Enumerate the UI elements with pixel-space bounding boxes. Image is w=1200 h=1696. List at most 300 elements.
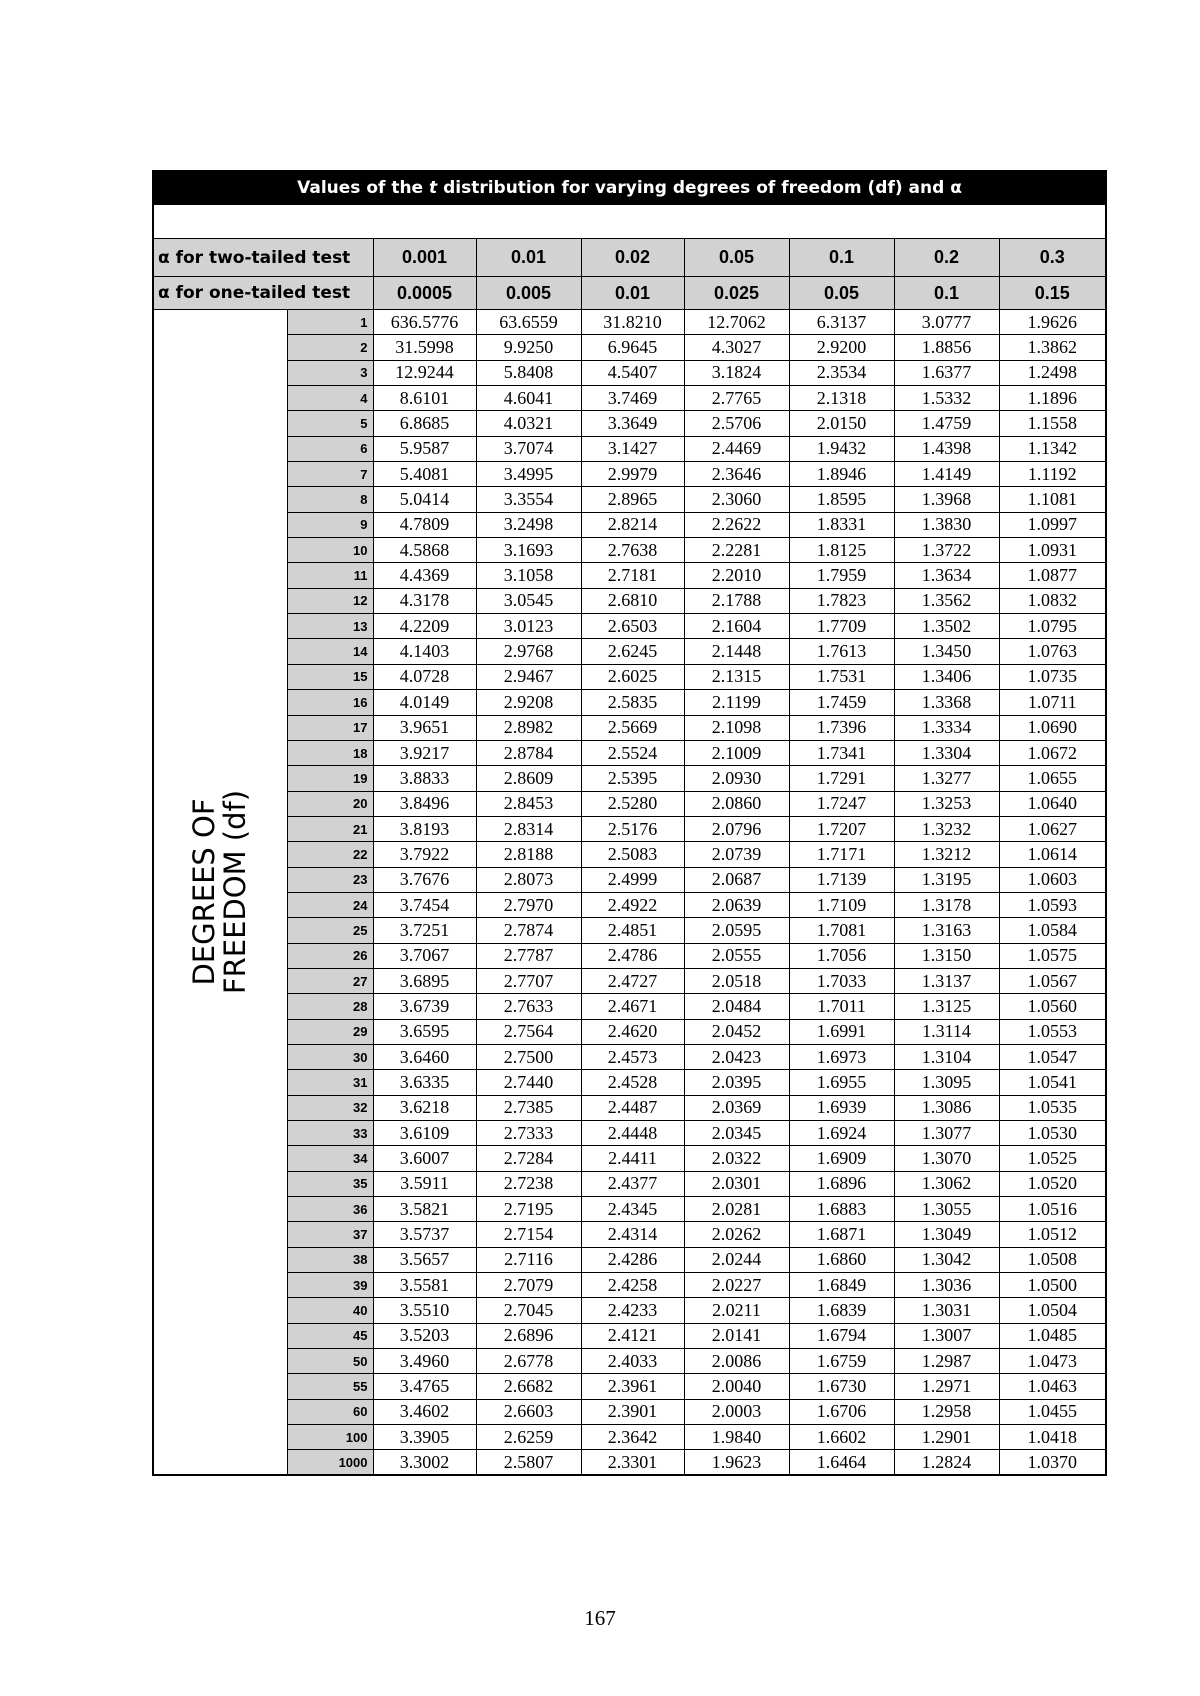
critical-value-cell: 2.0040 bbox=[684, 1374, 789, 1399]
critical-value-cell: 2.2622 bbox=[684, 512, 789, 537]
critical-value-cell: 1.0500 bbox=[999, 1273, 1106, 1298]
critical-value-cell: 2.5669 bbox=[581, 715, 684, 740]
critical-value-cell: 1.0711 bbox=[999, 690, 1106, 715]
df-cell: 14 bbox=[287, 639, 373, 664]
critical-value-cell: 1.0541 bbox=[999, 1070, 1106, 1095]
df-cell: 17 bbox=[287, 715, 373, 740]
critical-value-cell: 1.3077 bbox=[894, 1121, 999, 1146]
critical-value-cell: 2.1318 bbox=[789, 386, 894, 411]
axis-label-line2: FREEDOM (df) bbox=[218, 790, 253, 995]
critical-value-cell: 1.7171 bbox=[789, 842, 894, 867]
critical-value-cell: 1.2958 bbox=[894, 1399, 999, 1424]
critical-value-cell: 6.3137 bbox=[789, 310, 894, 335]
one_tailed-alpha-4: 0.05 bbox=[789, 277, 894, 310]
critical-value-cell: 1.6602 bbox=[789, 1425, 894, 1450]
critical-value-cell: 3.8193 bbox=[373, 816, 476, 841]
critical-value-cell: 5.0414 bbox=[373, 487, 476, 512]
critical-value-cell: 1.0997 bbox=[999, 512, 1106, 537]
table-row bbox=[153, 690, 1106, 715]
critical-value-cell: 4.5407 bbox=[581, 360, 684, 385]
critical-value-cell: 1.0455 bbox=[999, 1399, 1106, 1424]
critical-value-cell: 2.7638 bbox=[581, 538, 684, 563]
critical-value-cell: 2.0595 bbox=[684, 918, 789, 943]
critical-value-cell: 2.1199 bbox=[684, 690, 789, 715]
critical-value-cell: 2.0301 bbox=[684, 1171, 789, 1196]
critical-value-cell: 2.0003 bbox=[684, 1399, 789, 1424]
df-cell: 50 bbox=[287, 1349, 373, 1374]
one-tailed-label: α for one-tailed test bbox=[153, 277, 373, 310]
critical-value-cell: 63.6559 bbox=[476, 310, 581, 335]
critical-value-cell: 2.0930 bbox=[684, 766, 789, 791]
table-row bbox=[153, 1095, 1106, 1120]
critical-value-cell: 2.7079 bbox=[476, 1273, 581, 1298]
critical-value-cell: 1.3114 bbox=[894, 1019, 999, 1044]
df-cell: 25 bbox=[287, 918, 373, 943]
table-row bbox=[153, 943, 1106, 968]
df-cell: 21 bbox=[287, 816, 373, 841]
critical-value-cell: 2.7787 bbox=[476, 943, 581, 968]
critical-value-cell: 2.4573 bbox=[581, 1044, 684, 1069]
critical-value-cell: 1.0931 bbox=[999, 538, 1106, 563]
critical-value-cell: 4.3178 bbox=[373, 588, 476, 613]
critical-value-cell: 5.9587 bbox=[373, 436, 476, 461]
critical-value-cell: 3.5581 bbox=[373, 1273, 476, 1298]
critical-value-cell: 1.9840 bbox=[684, 1425, 789, 1450]
critical-value-cell: 2.9200 bbox=[789, 335, 894, 360]
two-tailed-label: α for two-tailed test bbox=[153, 239, 373, 277]
critical-value-cell: 2.6682 bbox=[476, 1374, 581, 1399]
critical-value-cell: 2.7284 bbox=[476, 1146, 581, 1171]
critical-value-cell: 1.3502 bbox=[894, 614, 999, 639]
table-row bbox=[153, 1070, 1106, 1095]
critical-value-cell: 1.3178 bbox=[894, 892, 999, 917]
two_tailed-alpha-0: 0.001 bbox=[373, 239, 476, 277]
critical-value-cell: 1.3334 bbox=[894, 715, 999, 740]
one_tailed-alpha-1: 0.005 bbox=[476, 277, 581, 310]
table-row bbox=[153, 740, 1106, 765]
critical-value-cell: 2.1098 bbox=[684, 715, 789, 740]
critical-value-cell: 1.7291 bbox=[789, 766, 894, 791]
critical-value-cell: 2.4411 bbox=[581, 1146, 684, 1171]
two_tailed-alpha-5: 0.2 bbox=[894, 239, 999, 277]
critical-value-cell: 1.3055 bbox=[894, 1197, 999, 1222]
df-cell: 10 bbox=[287, 538, 373, 563]
table-row bbox=[153, 360, 1106, 385]
critical-value-cell: 1.6839 bbox=[789, 1298, 894, 1323]
one_tailed-alpha-3: 0.025 bbox=[684, 277, 789, 310]
one-tailed-alpha-row bbox=[153, 277, 1106, 310]
critical-value-cell: 1.0575 bbox=[999, 943, 1106, 968]
critical-value-cell: 1.0560 bbox=[999, 994, 1106, 1019]
critical-value-cell: 3.1824 bbox=[684, 360, 789, 385]
critical-value-cell: 3.5911 bbox=[373, 1171, 476, 1196]
table-row bbox=[153, 563, 1106, 588]
df-cell: 11 bbox=[287, 563, 373, 588]
critical-value-cell: 2.4620 bbox=[581, 1019, 684, 1044]
table-row bbox=[153, 335, 1106, 360]
critical-value-cell: 1.6759 bbox=[789, 1349, 894, 1374]
critical-value-cell: 1.7531 bbox=[789, 664, 894, 689]
axis-label-line1: DEGREES OF bbox=[187, 798, 222, 986]
critical-value-cell: 1.3104 bbox=[894, 1044, 999, 1069]
critical-value-cell: 3.7469 bbox=[581, 386, 684, 411]
critical-value-cell: 1.3031 bbox=[894, 1298, 999, 1323]
critical-value-cell: 1.3070 bbox=[894, 1146, 999, 1171]
critical-value-cell: 1.6924 bbox=[789, 1121, 894, 1146]
critical-value-cell: 2.6259 bbox=[476, 1425, 581, 1450]
critical-value-cell: 1.3062 bbox=[894, 1171, 999, 1196]
df-cell: 29 bbox=[287, 1019, 373, 1044]
critical-value-cell: 1.9626 bbox=[999, 310, 1106, 335]
critical-value-cell: 1.6860 bbox=[789, 1247, 894, 1272]
critical-value-cell: 2.9467 bbox=[476, 664, 581, 689]
critical-value-cell: 4.5868 bbox=[373, 538, 476, 563]
critical-value-cell: 1.6849 bbox=[789, 1273, 894, 1298]
table-row bbox=[153, 994, 1106, 1019]
critical-value-cell: 2.4671 bbox=[581, 994, 684, 1019]
critical-value-cell: 2.7970 bbox=[476, 892, 581, 917]
two_tailed-alpha-1: 0.01 bbox=[476, 239, 581, 277]
table-row bbox=[153, 1171, 1106, 1196]
critical-value-cell: 1.0530 bbox=[999, 1121, 1106, 1146]
critical-value-cell: 3.6739 bbox=[373, 994, 476, 1019]
df-cell: 3 bbox=[287, 360, 373, 385]
critical-value-cell: 3.2498 bbox=[476, 512, 581, 537]
critical-value-cell: 12.7062 bbox=[684, 310, 789, 335]
df-cell: 5 bbox=[287, 411, 373, 436]
df-cell: 38 bbox=[287, 1247, 373, 1272]
df-cell: 1000 bbox=[287, 1450, 373, 1475]
critical-value-cell: 1.0473 bbox=[999, 1349, 1106, 1374]
critical-value-cell: 1.3968 bbox=[894, 487, 999, 512]
critical-value-cell: 2.0281 bbox=[684, 1197, 789, 1222]
critical-value-cell: 3.3649 bbox=[581, 411, 684, 436]
critical-value-cell: 1.8595 bbox=[789, 487, 894, 512]
critical-value-cell: 1.6871 bbox=[789, 1222, 894, 1247]
critical-value-cell: 1.7709 bbox=[789, 614, 894, 639]
table-title-prefix: Values of the bbox=[297, 178, 430, 198]
table-row bbox=[153, 462, 1106, 487]
critical-value-cell: 1.7959 bbox=[789, 563, 894, 588]
critical-value-cell: 2.0395 bbox=[684, 1070, 789, 1095]
df-cell: 22 bbox=[287, 842, 373, 867]
critical-value-cell: 1.9623 bbox=[684, 1450, 789, 1475]
critical-value-cell: 2.7874 bbox=[476, 918, 581, 943]
critical-value-cell: 2.6025 bbox=[581, 664, 684, 689]
critical-value-cell: 2.7633 bbox=[476, 994, 581, 1019]
critical-value-cell: 3.5510 bbox=[373, 1298, 476, 1323]
critical-value-cell: 1.0603 bbox=[999, 867, 1106, 892]
critical-value-cell: 2.8965 bbox=[581, 487, 684, 512]
critical-value-cell: 1.6377 bbox=[894, 360, 999, 385]
table-row bbox=[153, 1349, 1106, 1374]
critical-value-cell: 2.3301 bbox=[581, 1450, 684, 1475]
critical-value-cell: 1.5332 bbox=[894, 386, 999, 411]
df-cell: 16 bbox=[287, 690, 373, 715]
critical-value-cell: 2.6778 bbox=[476, 1349, 581, 1374]
critical-value-cell: 3.6595 bbox=[373, 1019, 476, 1044]
critical-value-cell: 2.1009 bbox=[684, 740, 789, 765]
critical-value-cell: 1.0370 bbox=[999, 1450, 1106, 1475]
critical-value-cell: 3.6460 bbox=[373, 1044, 476, 1069]
critical-value-cell: 2.7195 bbox=[476, 1197, 581, 1222]
critical-value-cell: 3.0545 bbox=[476, 588, 581, 613]
critical-value-cell: 1.2901 bbox=[894, 1425, 999, 1450]
critical-value-cell: 3.7922 bbox=[373, 842, 476, 867]
df-cell: 36 bbox=[287, 1197, 373, 1222]
critical-value-cell: 1.6794 bbox=[789, 1323, 894, 1348]
critical-value-cell: 1.3125 bbox=[894, 994, 999, 1019]
df-cell: 31 bbox=[287, 1070, 373, 1095]
table-row bbox=[153, 1374, 1106, 1399]
one_tailed-alpha-0: 0.0005 bbox=[373, 277, 476, 310]
critical-value-cell: 2.2010 bbox=[684, 563, 789, 588]
critical-value-cell: 3.6109 bbox=[373, 1121, 476, 1146]
critical-value-cell: 1.0553 bbox=[999, 1019, 1106, 1044]
critical-value-cell: 2.7500 bbox=[476, 1044, 581, 1069]
critical-value-cell: 2.7765 bbox=[684, 386, 789, 411]
critical-value-cell: 2.7385 bbox=[476, 1095, 581, 1120]
critical-value-cell: 1.3212 bbox=[894, 842, 999, 867]
critical-value-cell: 1.7207 bbox=[789, 816, 894, 841]
critical-value-cell: 2.5807 bbox=[476, 1450, 581, 1475]
critical-value-cell: 1.1896 bbox=[999, 386, 1106, 411]
critical-value-cell: 1.0672 bbox=[999, 740, 1106, 765]
table-row bbox=[153, 386, 1106, 411]
critical-value-cell: 2.6896 bbox=[476, 1323, 581, 1348]
critical-value-cell: 1.3086 bbox=[894, 1095, 999, 1120]
df-cell: 40 bbox=[287, 1298, 373, 1323]
critical-value-cell: 1.0614 bbox=[999, 842, 1106, 867]
critical-value-cell: 2.3642 bbox=[581, 1425, 684, 1450]
table-row bbox=[153, 1298, 1106, 1323]
critical-value-cell: 2.0555 bbox=[684, 943, 789, 968]
critical-value-cell: 3.1427 bbox=[581, 436, 684, 461]
critical-value-cell: 12.9244 bbox=[373, 360, 476, 385]
critical-value-cell: 2.7181 bbox=[581, 563, 684, 588]
critical-value-cell: 1.3095 bbox=[894, 1070, 999, 1095]
critical-value-cell: 2.0369 bbox=[684, 1095, 789, 1120]
critical-value-cell: 2.5176 bbox=[581, 816, 684, 841]
critical-value-cell: 1.0520 bbox=[999, 1171, 1106, 1196]
critical-value-cell: 1.3232 bbox=[894, 816, 999, 841]
critical-value-cell: 1.4759 bbox=[894, 411, 999, 436]
critical-value-cell: 1.3137 bbox=[894, 968, 999, 993]
critical-value-cell: 1.0485 bbox=[999, 1323, 1106, 1348]
critical-value-cell: 2.4999 bbox=[581, 867, 684, 892]
critical-value-cell: 3.1058 bbox=[476, 563, 581, 588]
df-cell: 20 bbox=[287, 791, 373, 816]
critical-value-cell: 1.6909 bbox=[789, 1146, 894, 1171]
table-row bbox=[153, 512, 1106, 537]
critical-value-cell: 1.3150 bbox=[894, 943, 999, 968]
critical-value-cell: 2.8214 bbox=[581, 512, 684, 537]
df-cell: 23 bbox=[287, 867, 373, 892]
critical-value-cell: 2.6245 bbox=[581, 639, 684, 664]
critical-value-cell: 6.9645 bbox=[581, 335, 684, 360]
critical-value-cell: 2.4121 bbox=[581, 1323, 684, 1348]
table-row bbox=[153, 1044, 1106, 1069]
df-cell: 37 bbox=[287, 1222, 373, 1247]
critical-value-cell: 2.5083 bbox=[581, 842, 684, 867]
critical-value-cell: 1.2987 bbox=[894, 1349, 999, 1374]
critical-value-cell: 636.5776 bbox=[373, 310, 476, 335]
critical-value-cell: 1.7396 bbox=[789, 715, 894, 740]
critical-value-cell: 3.0777 bbox=[894, 310, 999, 335]
critical-value-cell: 2.2281 bbox=[684, 538, 789, 563]
df-cell: 27 bbox=[287, 968, 373, 993]
critical-value-cell: 3.7074 bbox=[476, 436, 581, 461]
critical-value-cell: 2.4377 bbox=[581, 1171, 684, 1196]
table-row bbox=[153, 310, 1106, 335]
critical-value-cell: 1.0418 bbox=[999, 1425, 1106, 1450]
df-cell: 26 bbox=[287, 943, 373, 968]
critical-value-cell: 1.3304 bbox=[894, 740, 999, 765]
df-cell: 24 bbox=[287, 892, 373, 917]
table-row bbox=[153, 1019, 1106, 1044]
critical-value-cell: 1.4149 bbox=[894, 462, 999, 487]
critical-value-cell: 3.5203 bbox=[373, 1323, 476, 1348]
critical-value-cell: 2.6503 bbox=[581, 614, 684, 639]
critical-value-cell: 1.9432 bbox=[789, 436, 894, 461]
critical-value-cell: 3.7251 bbox=[373, 918, 476, 943]
critical-value-cell: 3.8833 bbox=[373, 766, 476, 791]
table-row bbox=[153, 664, 1106, 689]
critical-value-cell: 2.0639 bbox=[684, 892, 789, 917]
table-row bbox=[153, 436, 1106, 461]
blank-spacer-row bbox=[153, 205, 1106, 239]
critical-value-cell: 1.6730 bbox=[789, 1374, 894, 1399]
df-cell: 18 bbox=[287, 740, 373, 765]
critical-value-cell: 2.9208 bbox=[476, 690, 581, 715]
df-cell: 30 bbox=[287, 1044, 373, 1069]
critical-value-cell: 1.3277 bbox=[894, 766, 999, 791]
critical-value-cell: 1.0535 bbox=[999, 1095, 1106, 1120]
table-row bbox=[153, 538, 1106, 563]
table-row bbox=[153, 1450, 1106, 1475]
critical-value-cell: 1.3722 bbox=[894, 538, 999, 563]
critical-value-cell: 2.4786 bbox=[581, 943, 684, 968]
critical-value-cell: 2.8784 bbox=[476, 740, 581, 765]
critical-value-cell: 3.6895 bbox=[373, 968, 476, 993]
table-row bbox=[153, 411, 1106, 436]
critical-value-cell: 1.4398 bbox=[894, 436, 999, 461]
df-cell: 8 bbox=[287, 487, 373, 512]
critical-value-cell: 2.0796 bbox=[684, 816, 789, 841]
critical-value-cell: 2.0211 bbox=[684, 1298, 789, 1323]
two-tailed-alpha-row bbox=[153, 239, 1106, 277]
critical-value-cell: 3.6007 bbox=[373, 1146, 476, 1171]
critical-value-cell: 1.0516 bbox=[999, 1197, 1106, 1222]
critical-value-cell: 3.1693 bbox=[476, 538, 581, 563]
critical-value-cell: 2.7333 bbox=[476, 1121, 581, 1146]
table-title bbox=[153, 171, 1106, 205]
critical-value-cell: 2.0262 bbox=[684, 1222, 789, 1247]
critical-value-cell: 2.0141 bbox=[684, 1323, 789, 1348]
critical-value-cell: 4.0728 bbox=[373, 664, 476, 689]
critical-value-cell: 1.6939 bbox=[789, 1095, 894, 1120]
df-cell: 35 bbox=[287, 1171, 373, 1196]
df-cell: 4 bbox=[287, 386, 373, 411]
critical-value-cell: 2.9979 bbox=[581, 462, 684, 487]
df-cell: 28 bbox=[287, 994, 373, 1019]
df-cell: 100 bbox=[287, 1425, 373, 1450]
critical-value-cell: 1.7139 bbox=[789, 867, 894, 892]
table-row bbox=[153, 968, 1106, 993]
critical-value-cell: 2.4922 bbox=[581, 892, 684, 917]
critical-value-cell: 2.3646 bbox=[684, 462, 789, 487]
table-row bbox=[153, 842, 1106, 867]
one_tailed-alpha-6: 0.15 bbox=[999, 277, 1106, 310]
critical-value-cell: 1.3036 bbox=[894, 1273, 999, 1298]
critical-value-cell: 1.1081 bbox=[999, 487, 1106, 512]
critical-value-cell: 3.7454 bbox=[373, 892, 476, 917]
df-cell: 9 bbox=[287, 512, 373, 537]
critical-value-cell: 2.7238 bbox=[476, 1171, 581, 1196]
critical-value-cell: 1.0504 bbox=[999, 1298, 1106, 1323]
critical-value-cell: 2.4258 bbox=[581, 1273, 684, 1298]
critical-value-cell: 1.0567 bbox=[999, 968, 1106, 993]
critical-value-cell: 2.4487 bbox=[581, 1095, 684, 1120]
critical-value-cell: 2.0423 bbox=[684, 1044, 789, 1069]
table-row bbox=[153, 1146, 1106, 1171]
critical-value-cell: 1.7081 bbox=[789, 918, 894, 943]
critical-value-cell: 1.7011 bbox=[789, 994, 894, 1019]
df-cell: 39 bbox=[287, 1273, 373, 1298]
critical-value-cell: 1.3406 bbox=[894, 664, 999, 689]
critical-value-cell: 1.0584 bbox=[999, 918, 1106, 943]
critical-value-cell: 2.3060 bbox=[684, 487, 789, 512]
table-row bbox=[153, 1197, 1106, 1222]
critical-value-cell: 1.3049 bbox=[894, 1222, 999, 1247]
critical-value-cell: 1.6883 bbox=[789, 1197, 894, 1222]
table-row bbox=[153, 1425, 1106, 1450]
critical-value-cell: 2.4448 bbox=[581, 1121, 684, 1146]
df-cell: 2 bbox=[287, 335, 373, 360]
df-cell: 45 bbox=[287, 1323, 373, 1348]
critical-value-cell: 4.6041 bbox=[476, 386, 581, 411]
critical-value-cell: 4.4369 bbox=[373, 563, 476, 588]
critical-value-cell: 2.8073 bbox=[476, 867, 581, 892]
critical-value-cell: 3.9651 bbox=[373, 715, 476, 740]
critical-value-cell: 2.1315 bbox=[684, 664, 789, 689]
critical-value-cell: 3.4602 bbox=[373, 1399, 476, 1424]
t-distribution-table bbox=[152, 170, 1107, 1476]
critical-value-cell: 1.1558 bbox=[999, 411, 1106, 436]
page-number: 167 bbox=[584, 1606, 616, 1630]
critical-value-cell: 1.7247 bbox=[789, 791, 894, 816]
critical-value-cell: 5.8408 bbox=[476, 360, 581, 385]
df-cell: 55 bbox=[287, 1374, 373, 1399]
critical-value-cell: 1.3450 bbox=[894, 639, 999, 664]
critical-value-cell: 2.8453 bbox=[476, 791, 581, 816]
critical-value-cell: 1.3253 bbox=[894, 791, 999, 816]
critical-value-cell: 2.0150 bbox=[789, 411, 894, 436]
critical-value-cell: 2.4469 bbox=[684, 436, 789, 461]
critical-value-cell: 1.3862 bbox=[999, 335, 1106, 360]
df-cell: 6 bbox=[287, 436, 373, 461]
table-row bbox=[153, 715, 1106, 740]
critical-value-cell: 2.0484 bbox=[684, 994, 789, 1019]
table-row bbox=[153, 766, 1106, 791]
critical-value-cell: 3.7676 bbox=[373, 867, 476, 892]
critical-value-cell: 1.7823 bbox=[789, 588, 894, 613]
critical-value-cell: 2.5835 bbox=[581, 690, 684, 715]
critical-value-cell: 2.4528 bbox=[581, 1070, 684, 1095]
critical-value-cell: 1.8856 bbox=[894, 335, 999, 360]
df-cell: 13 bbox=[287, 614, 373, 639]
critical-value-cell: 2.4033 bbox=[581, 1349, 684, 1374]
